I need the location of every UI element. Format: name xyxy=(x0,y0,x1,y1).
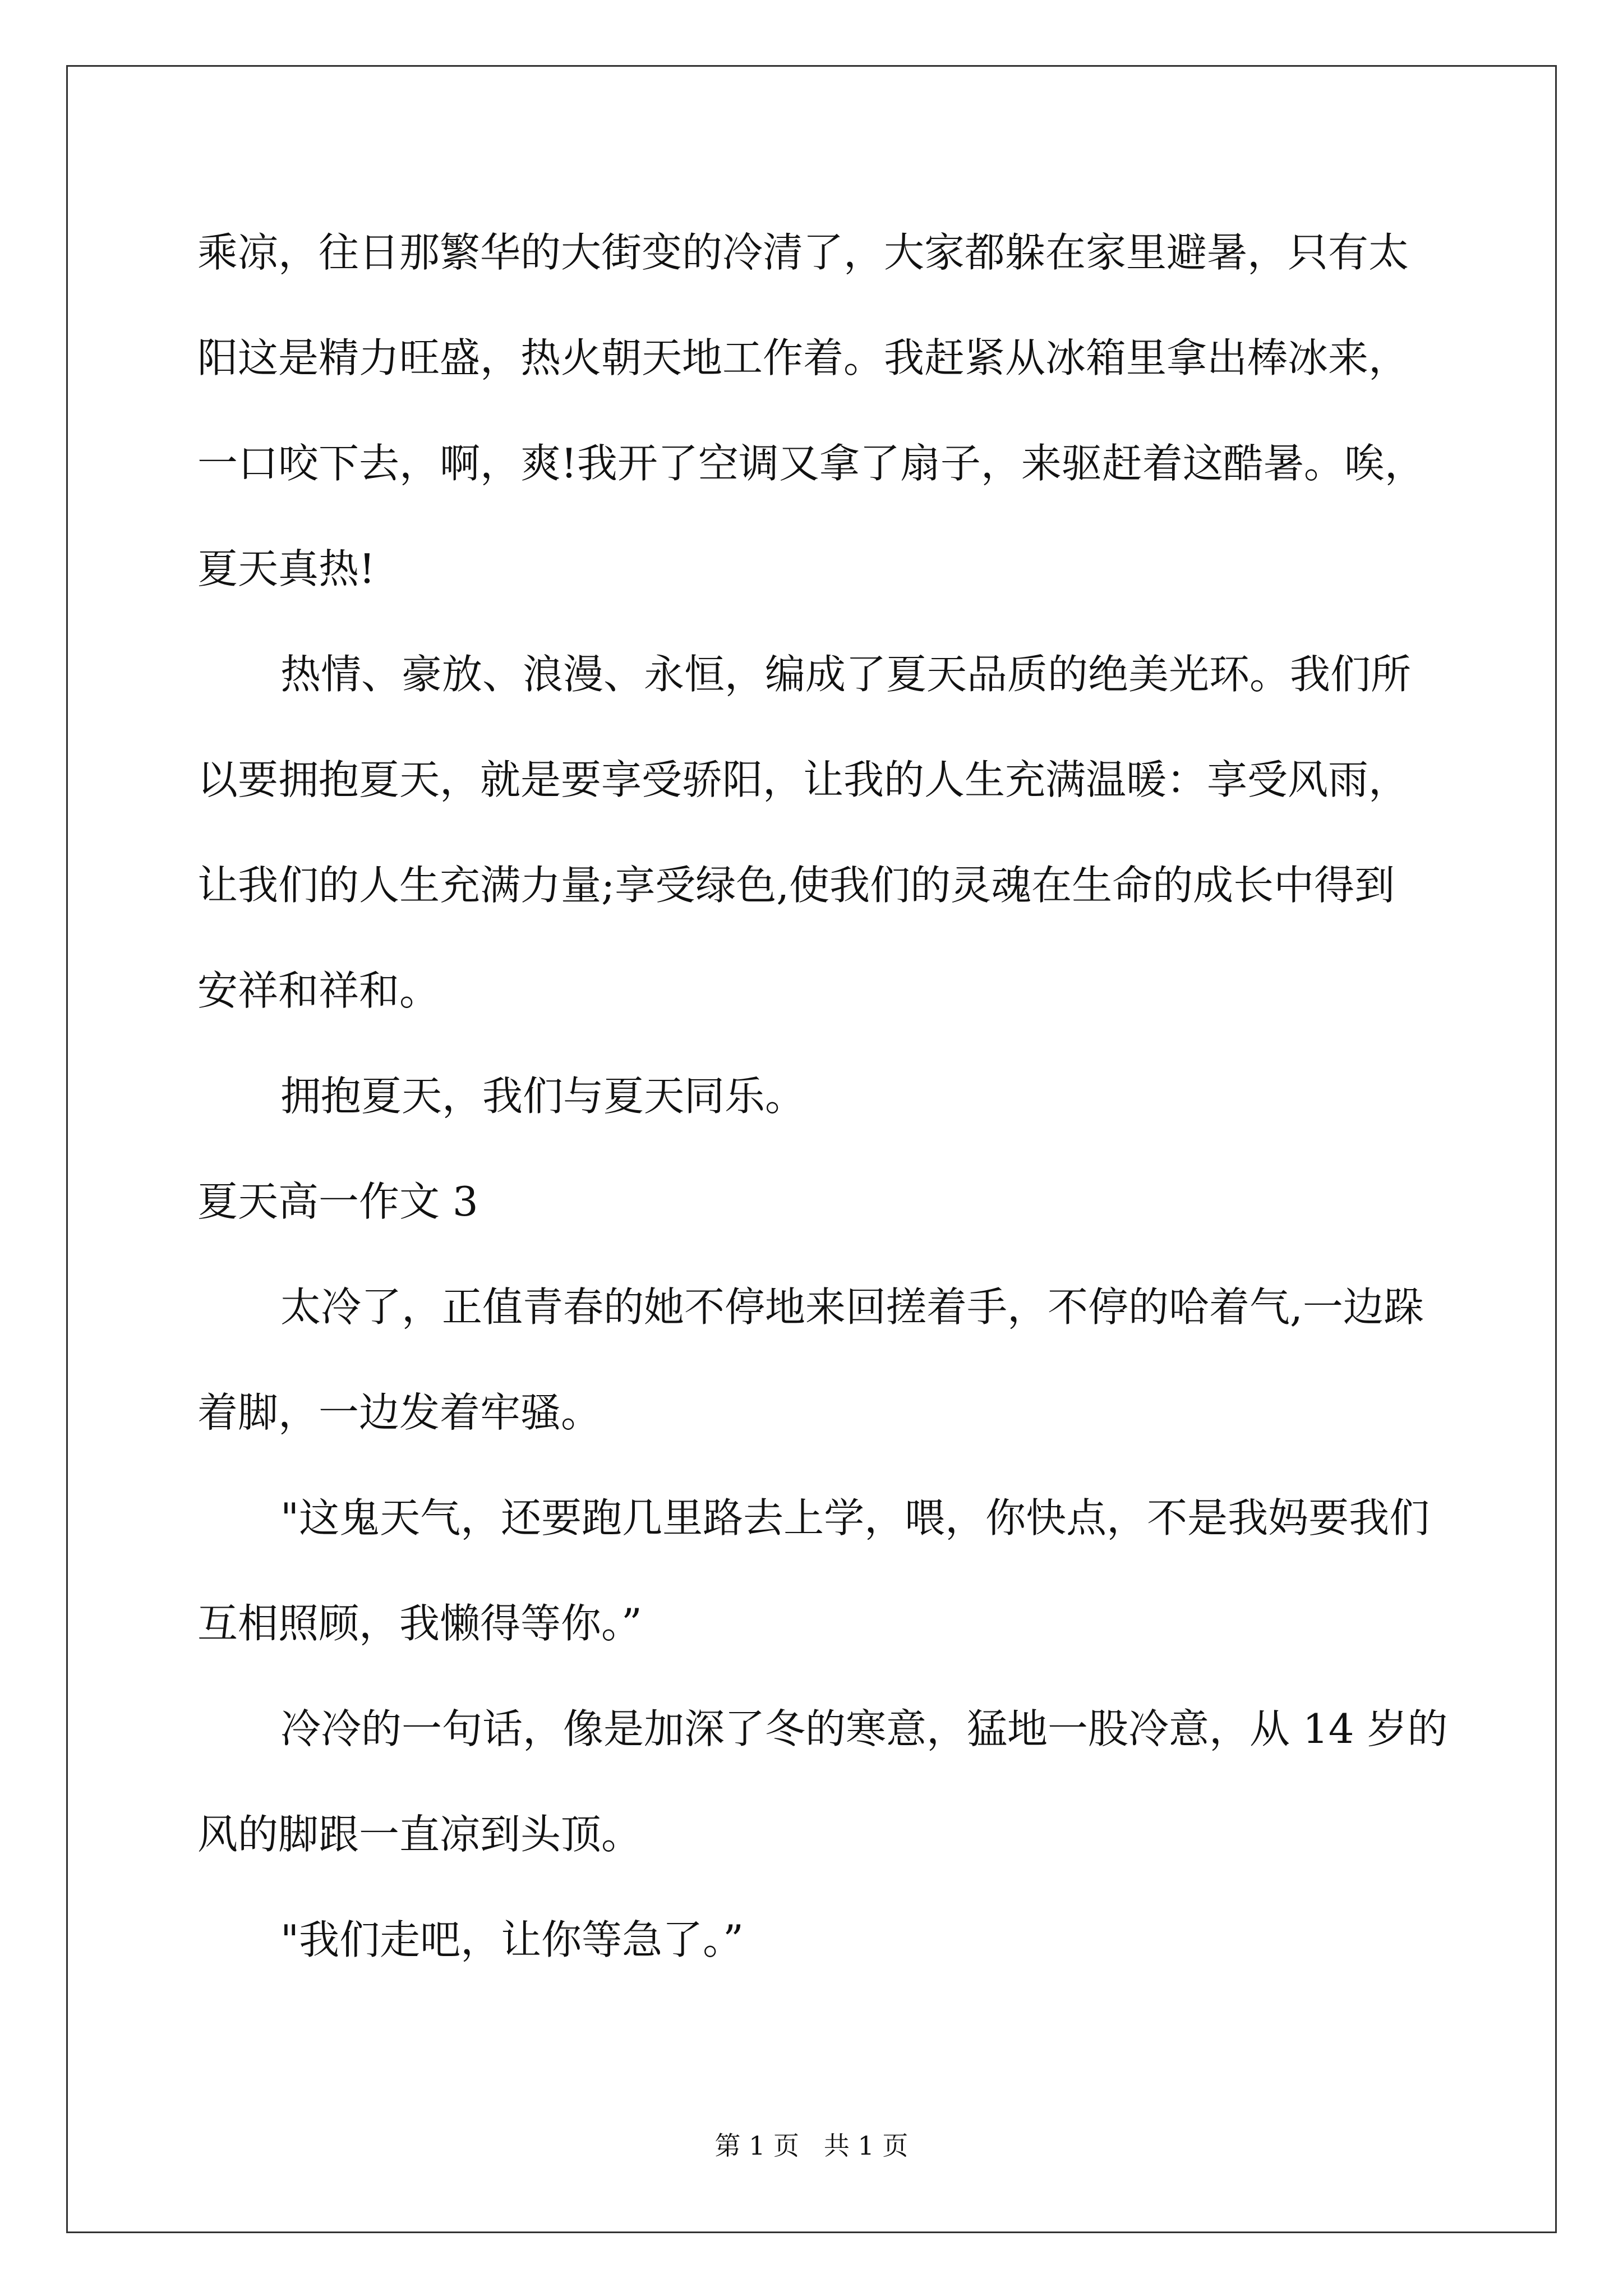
text-line: 乘凉，往日那繁华的大街变的冷清了，大家都躲在家里避暑，只有太 xyxy=(197,229,1409,276)
text-line: 互相照顾，我懒得等你。” xyxy=(197,1600,642,1647)
paragraph-start-line: 拥抱夏天，我们与夏天同乐。 xyxy=(280,1073,806,1120)
paragraph-start-line: 热情、豪放、浪漫、永恒，编成了夏天品质的绝美光环。我们所 xyxy=(280,651,1412,698)
page-border xyxy=(66,65,1557,2233)
paragraph-start-line: 太冷了，正值青春的她不停地来回搓着手，不停的哈着气,一边跺 xyxy=(280,1283,1424,1331)
text-line: 夏天真热! xyxy=(197,545,375,592)
page-footer: 第 1 页 共 1 页 xyxy=(714,2131,909,2161)
paragraph-start-line: "我们走吧，让你等急了。” xyxy=(280,1916,744,1963)
section-heading: 夏天高一作文 3 xyxy=(197,1178,478,1225)
text-line: 安祥和祥和。 xyxy=(197,967,440,1014)
text-line: 一口咬下去，啊，爽!我开了空调又拿了扇子，来驱赶着这酷暑。唉， xyxy=(197,440,1425,487)
text-line: 阳这是精力旺盛，热火朝天地工作着。我赶紧从冰箱里拿出棒冰来， xyxy=(197,334,1409,381)
text-line: 让我们的人生充满力量;享受绿色,使我们的灵魂在生命的成长中得到 xyxy=(197,862,1395,909)
text-line: 着脚，一边发着牢骚。 xyxy=(197,1389,602,1436)
text-line: 以要拥抱夏天，就是要享受骄阳，让我的人生充满温暖：享受风雨， xyxy=(197,756,1409,803)
text-line: 风的脚跟一直凉到头顶。 xyxy=(197,1811,642,1858)
paragraph-start-line: 冷冷的一句话，像是加深了冬的寒意，猛地一股冷意，从 14 岁的 xyxy=(280,1705,1448,1752)
paragraph-start-line: "这鬼天气，还要跑几里路去上学，喂，你快点，不是我妈要我们 xyxy=(280,1494,1430,1542)
